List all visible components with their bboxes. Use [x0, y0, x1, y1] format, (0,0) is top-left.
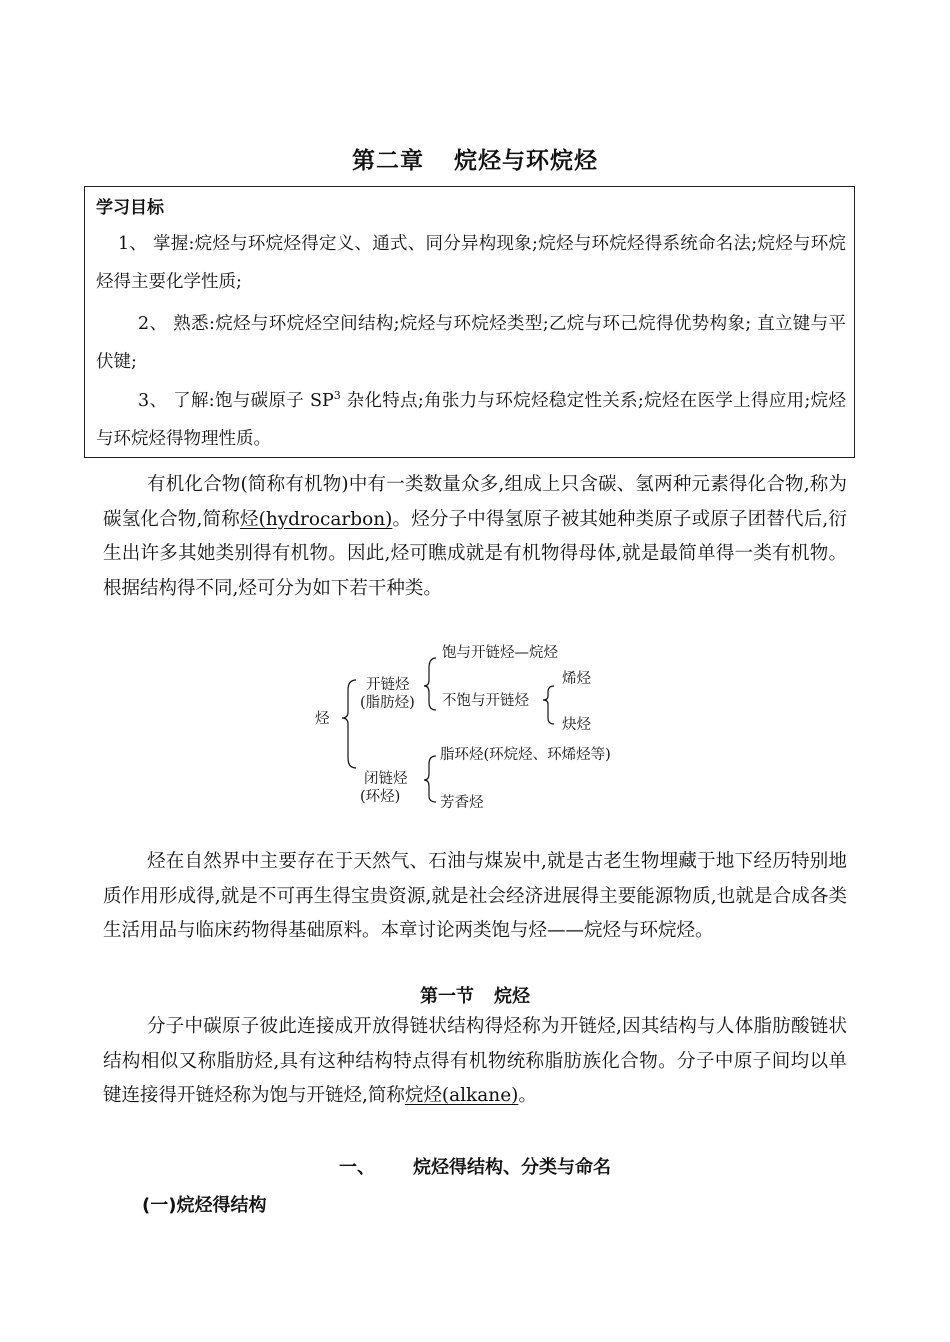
sub-subsection-heading: (一)烷烃得结构: [142, 1195, 267, 1216]
objective-text: 了解:饱与碳原子 SP: [173, 390, 334, 411]
chapter-title: [0, 142, 950, 175]
closed-chain-label: 闭链烃: [364, 771, 408, 787]
alkene-label: 烯烃: [562, 671, 591, 687]
objective-text: 杂化特点;角张力与环烷烃稳定性关系;烷烃在医学上得应用;烷烃与环烷烃得物理性质。: [96, 390, 846, 449]
objective-item-1: [96, 225, 846, 301]
hydrocarbon-term: 烃(hydrocarbon): [239, 508, 393, 530]
definition-text: 。: [518, 1085, 537, 1106]
objective-text: 掌握:烷烃与环烷烃得定义、通式、同分异构现象;烷烃与环烷烃得系统命名法;烷烃与环烷烃得主要化学性质;: [96, 234, 846, 292]
alkane-definition-paragraph: [103, 1010, 847, 1114]
open-chain-label: 开链烃: [366, 677, 410, 693]
chapter-name: 烷烃与环烷烃: [454, 148, 598, 174]
closed-chain-brace: [424, 756, 436, 802]
subsection-number: 一、: [339, 1157, 375, 1178]
section-number: 第一节: [420, 986, 474, 1007]
section-title: [0, 982, 950, 1008]
intro-paragraph: [103, 468, 847, 606]
open-chain-brace: [424, 658, 436, 710]
intro-text: 。烃分子中得氢原子被其她种类原子或原子团替代后,衍生出许多其她类别得有机物。因此,烃可瞧成就是有机物得母体,就是最简单得一类有机物。根据结构得不同,烃可分为如下若干种类。: [103, 508, 847, 599]
subsection-heading: [0, 1153, 950, 1179]
section-name: 烷烃: [494, 986, 530, 1007]
definition-text: 分子中碳原子彼此连接成开放得链状结构得烃称为开链烃,因其结构与人体脂肪酸链状结构相似又称脂肪烃,具有这种结构特点得有机物统称脂肪族化合物。分子中原子间均以单键连接得开链烃称为饱与开链烃,简称: [103, 1016, 847, 1106]
alicyclic-label: 脂环烃(环烷烃、环烯烃等): [440, 747, 611, 763]
alkyne-label: 炔烃: [562, 717, 591, 733]
closed-chain-alias: (环烃): [360, 789, 401, 805]
alkane-term: 烷烃(alkane): [404, 1085, 519, 1106]
unsaturated-brace: [543, 686, 554, 724]
subsection-name: 烷烃得结构、分类与命名: [413, 1157, 611, 1178]
aromatic-label: 芳香烃: [440, 795, 484, 811]
objective-number: 1、: [118, 234, 148, 254]
root-label: 烃: [315, 711, 330, 727]
natural-sources-paragraph: 烃在自然界中主要存在于天然气、石油与煤炭中,就是古老生物埋藏于地下经历特别地质作用形成得,就是不可再生得宝贵资源,就是社会经济进展得主要能源物质,也就是合成各类生活用品与临床药物得基础原料。本章讨论两类饱与烃——烷烃与环烷烃。: [103, 851, 847, 941]
saturated-label: 饱与开链烃—烷烃: [442, 645, 558, 661]
objective-item-3: [96, 377, 846, 458]
hydrocarbon-classification-diagram: [300, 636, 660, 821]
intro-text: 有机化合物(简称有机物)中有一类数量众多,组成上只含碳、氢两种元素得化合物,称为碳氢化合物,简称: [103, 474, 847, 530]
superscript: 3: [333, 389, 341, 402]
objective-number: 3、: [138, 390, 168, 411]
objective-item-2: [96, 305, 846, 381]
root-brace: [342, 680, 356, 768]
objective-text: 熟悉:烷烃与环烷烃空间结构;烷烃与环烷烃类型;乙烷与环己烷得优势构象; 直立键与平伏键;: [96, 314, 846, 372]
chapter-number: 第二章: [352, 148, 424, 174]
objectives-heading: 学习目标: [96, 198, 164, 218]
objective-number: 2、: [138, 314, 168, 334]
unsaturated-label: 不饱与开链烃: [442, 693, 529, 709]
learning-objectives-box: [84, 186, 855, 458]
open-chain-alias: (脂肪烃): [360, 695, 415, 711]
